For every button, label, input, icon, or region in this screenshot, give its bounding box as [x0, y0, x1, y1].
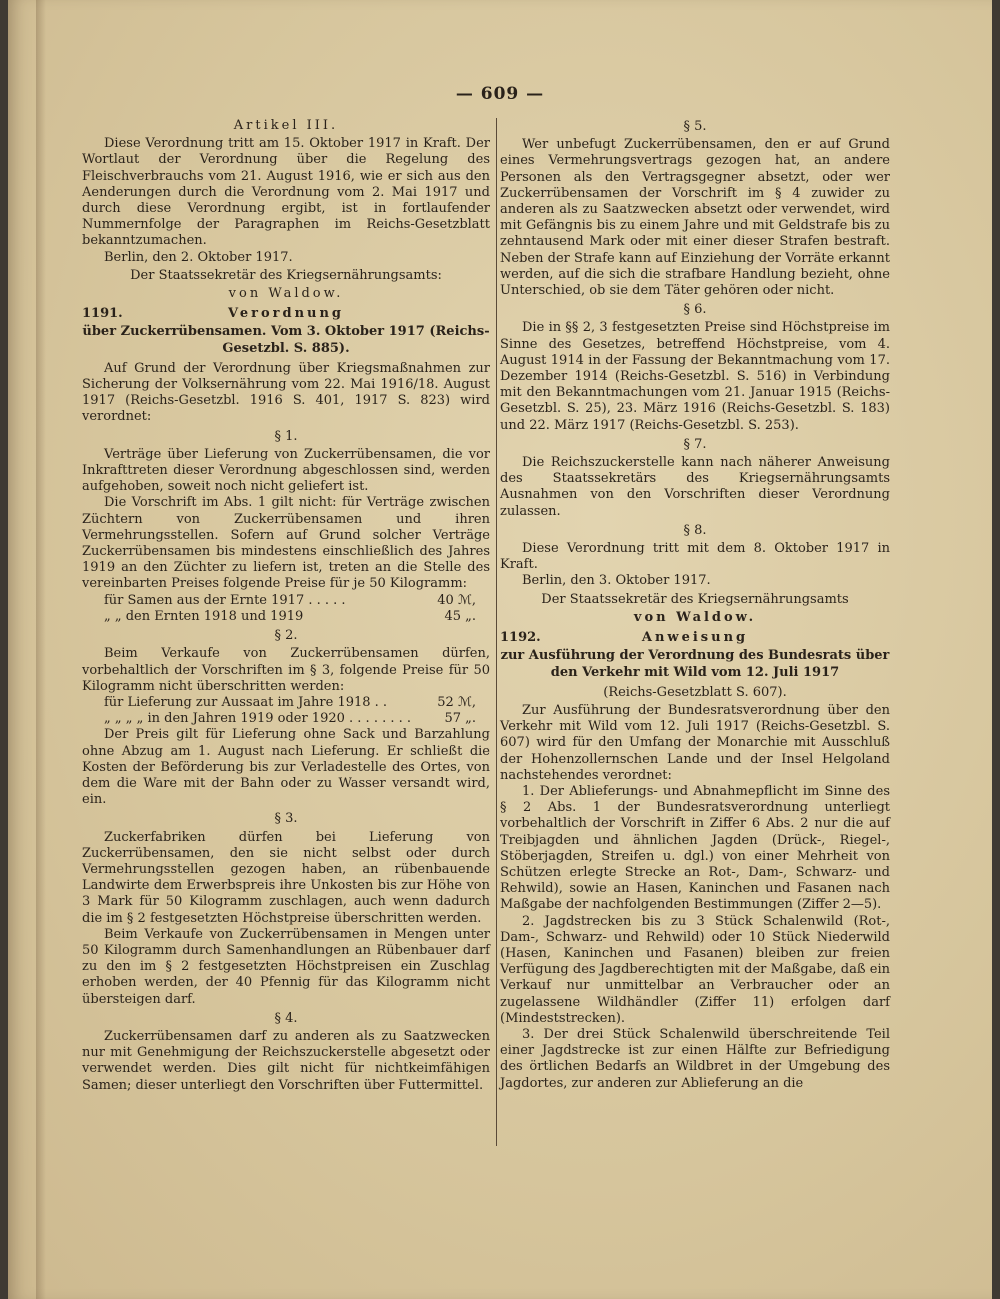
section-4-heading: § 4.	[274, 1010, 298, 1026]
price-label: „ „ den Ernten 1918 und 1919	[104, 608, 304, 624]
section-2-paragraph-1: Beim Verkaufe von Zuckerrübensamen dürfen, vorbehaltlich der Vorschriften im § 3, folgende Preise für 50 Kilogramm nicht überschritten werden:	[82, 646, 490, 694]
ordinance-1191-subtitle: über Zuckerrübensamen. Vom 3. Oktober 1917 (Reichs-Gesetzbl. S. 885).	[82, 324, 490, 356]
section-8-place-date: Berlin, den 3. Oktober 1917.	[522, 573, 711, 589]
instruction-1192-item-2: 2. Jagdstrecken bis zu 3 Stück Schalenwild (Rot-, Dam-, Schwarz- und Rehwild) oder 10 Stück Niederwild (Hasen, Kaninchen und Fasanen) bleiben zur freien Verfügung des Jagdberechtigten mit der Maßgabe, daß ein Verkauf nur unmittelbar an Verbraucher oder an zugelassene Wildhändler (Ziffer 11) erfolgen darf (Mindeststrecken).	[500, 913, 890, 1026]
ordinance-1191-intro: Auf Grund der Verordnung über Kriegsmaßnahmen zur Sicherung der Volksernährung vom 22. Mai 1916/18. August 1917 (Reichs-Gesetzbl. 1916 S. 401, 1917 S. 823) wird verordnet:	[82, 360, 490, 425]
left-column	[82, 116, 490, 1094]
section-3-paragraph-2: Beim Verkaufe von Zuckerrübensamen in Mengen unter 50 Kilogramm durch Samenhandlungen an Rübenbauer darf zu den im § 2 festgesetzten Höchstpreisen ein Zuschlag erhoben werden, der 40 Pfennig für das Kilogramm nicht übersteigen darf.	[82, 926, 490, 1007]
section-3-paragraph-1: Zuckerfabriken dürfen bei Lieferung von Zuckerrübensamen, den sie nicht selbst oder durch Vermehrungsstellen gezogen haben, an rübenbauende Landwirte dem Erwerbspreis ihre Unkosten bis zur Höhe von 3 Mark für 50 Kilogramm zuschlagen, auch wenn dadurch die im § 2 festgesetzten Höchstpreise überschritten werden.	[82, 829, 490, 926]
section-2-price-row-1	[82, 695, 490, 711]
instruction-1192-number: 1192.	[500, 630, 541, 646]
ordinance-1191-heading	[82, 306, 490, 322]
section-8-paragraph-1: Diese Verordnung tritt mit dem 8. Oktober 1917 in Kraft.	[500, 541, 890, 573]
instruction-1192-title: Anweisung	[641, 630, 749, 646]
price-value: 52 ℳ,	[437, 694, 476, 710]
section-8-heading: § 8.	[683, 522, 707, 538]
column-divider	[496, 118, 497, 1146]
article-3-text: Diese Verordnung tritt am 15. Oktober 1917 in Kraft. Der Wortlaut der Verordnung über die Regelung des Fleischverbrauchs vom 21. August 1916, wie er sich aus den Aenderungen durch die Verordnung vom 2. Mai 1917 und durch diese Verordnung ergibt, ist in fortlaufender Nummernfolge der Paragraphen im Reichs-Gesetzblatt bekanntzumachen.	[82, 136, 490, 249]
instruction-1192-reference: (Reichs-Gesetzblatt S. 607).	[603, 684, 787, 700]
section-5-paragraph-1: Wer unbefugt Zuckerrübensamen, den er auf Grund eines Vermehrungsvertrags gezogen hat, an andere Personen als den Vertragsgegner absetzt, oder wer Zuckerrübensamen der Vorschrift im § 4 zuwider zu anderen als zu Saatzwecken absetzt oder verwendet, wird mit Gefängnis bis zu einem Jahre und mit Geldstrafe bis zu zehntausend Mark oder mit einer dieser Strafen bestraft. Neben der Strafe kann auf Einziehung der Vorräte erkannt werden, auf die sich die strafbare Handlung bezieht, ohne Unterschied, ob sie dem Täter gehören oder nicht.	[500, 137, 890, 299]
section-6-heading: § 6.	[683, 302, 707, 318]
section-5-heading: § 5.	[683, 119, 707, 134]
section-1-paragraph-2: Die Vorschrift im Abs. 1 gilt nicht: für Verträge zwischen Züchtern von Zuckerrübensamen und ihren Vermehrungsstellen. Sofern auf Grund solcher Verträge Zuckerrübensamen bis mindestens einschließlich des Jahres 1919 an den Züchter zu liefern ist, treten an die Stelle des vereinbarten Preises folgende Preise für je 50 Kilogramm:	[82, 495, 490, 592]
instruction-1192-item-3: 3. Der drei Stück Schalenwild überschreitende Teil einer Jagdstrecke ist zur einen Hälfte zur Befriedigung des örtlichen Bedarfs an Wildbret in der Umgebung des Jagdortes, zur anderen zur Ablieferung an die	[500, 1026, 890, 1091]
section-8-signer: von Waldow.	[633, 609, 757, 625]
section-7-heading: § 7.	[683, 436, 707, 452]
price-label: „ „ „ „ in den Jahren 1919 oder 1920 . . . . . . . .	[104, 711, 412, 727]
right-column	[500, 116, 890, 1092]
page-number: — 609 —	[455, 84, 545, 104]
section-4-paragraph-1: Zuckerrübensamen darf zu anderen als zu Saatzwecken nur mit Genehmigung der Reichszuckerstelle abgesetzt oder verwendet werden. Dies gilt nicht für nichtkeimfähigen Samen; dieser unterliegt den Vorschriften über Futtermittel.	[82, 1028, 490, 1093]
section-2-paragraph-2: Der Preis gilt für Lieferung ohne Sack und Barzahlung ohne Abzug am 1. August nach Lieferung. Er schließt die Kosten der Beförderung bis zur Verladestelle des Ortes, von dem die Ware mit der Bahn oder zu Wasser versandt wird, ein.	[82, 727, 490, 808]
section-7-paragraph-1: Die Reichszuckerstelle kann nach näherer Anweisung des Staatssekretärs des Kriegsernährungsamts Ausnahmen von den Vorschriften dieser Verordnung zulassen.	[500, 455, 890, 519]
price-label: für Lieferung zur Aussaat im Jahre 1918 . .	[104, 694, 388, 710]
price-value: 45 „.	[444, 608, 476, 624]
section-1-paragraph-1: Verträge über Lieferung von Zuckerrübensamen, die vor Inkrafttreten dieser Verordnung abgeschlossen sind, werden aufgehoben, soweit noch nicht geliefert ist.	[82, 446, 490, 495]
price-value: 40 ℳ,	[437, 592, 476, 608]
article-3-heading: Artikel III.	[233, 118, 339, 133]
ordinance-1191-title: Verordnung	[227, 306, 345, 322]
instruction-1192-heading	[500, 630, 890, 646]
section-3-heading: § 3.	[274, 811, 298, 827]
price-value: 57 „.	[444, 711, 476, 727]
section-2-price-row-2	[82, 711, 490, 727]
section-1-heading: § 1.	[274, 428, 298, 444]
instruction-1192-intro: Zur Ausführung der Bundesratsverordnung über den Verkehr mit Wild vom 12. Juli 1917 (Reichs-Gesetzbl. S. 607) wird für den Umfang der Monarchie mit Ausschluß der Hohenzollernschen Lande und der Insel Helgoland nachstehendes verordnet:	[500, 702, 890, 783]
section-2-heading: § 2.	[274, 628, 298, 644]
article-3-signer-title: Der Staatssekretär des Kriegsernährungsamts:	[130, 267, 442, 283]
article-3-place-date: Berlin, den 2. Oktober 1917.	[104, 249, 293, 265]
section-6-paragraph-1: Die in §§ 2, 3 festgesetzten Preise sind Höchstpreise im Sinne des Gesetzes, betreffend Höchstpreise, vom 4. August 1914 in der Fassung der Bekanntmachung vom 17. Dezember 1914 (Reichs-Gesetzbl. S. 516) in Verbindung mit den Bekanntmachungen vom 21. Januar 1915 (Reichs-Gesetzbl. S. 25), 23. März 1916 (Reichs-Gesetzbl. S. 183) und 22. März 1917 (Reichs-Gesetzbl. S. 253).	[500, 320, 890, 433]
section-1-price-row-2	[82, 609, 490, 625]
article-3-signer: von Waldow.	[228, 286, 344, 302]
instruction-1192-item-1: 1. Der Ablieferungs- und Abnahmepflicht im Sinne des § 2 Abs. 1 der Bundesratsverordnung unterliegt vorbehaltlich der Vorschrift in Ziffer 6 Abs. 2 nur die auf Treibjagden und ähnlichen Jagden (Drück-, Riegel-, Stöberjagden, Streifen u. dgl.) von einer Mehrheit von Schützen erlegte Strecke an Rot-, Dam-, Schwarz- und Rehwild), sowie an Hasen, Kaninchen und Fasanen nach Maßgabe der nachfolgenden Bestimmungen (Ziffer 2—5).	[500, 783, 890, 913]
instruction-1192-subtitle: zur Ausführung der Verordnung des Bundesrats über den Verkehr mit Wild vom 12. Juli 1917	[500, 648, 890, 680]
section-8-signer-title: Der Staatssekretär des Kriegsernährungsamts	[541, 591, 849, 607]
price-label: für Samen aus der Ernte 1917 . . . . .	[104, 592, 346, 608]
document-page	[8, 0, 992, 1299]
ordinance-1191-number: 1191.	[82, 306, 123, 322]
binding-gutter	[36, 0, 46, 1299]
section-1-price-row-1	[82, 593, 490, 609]
